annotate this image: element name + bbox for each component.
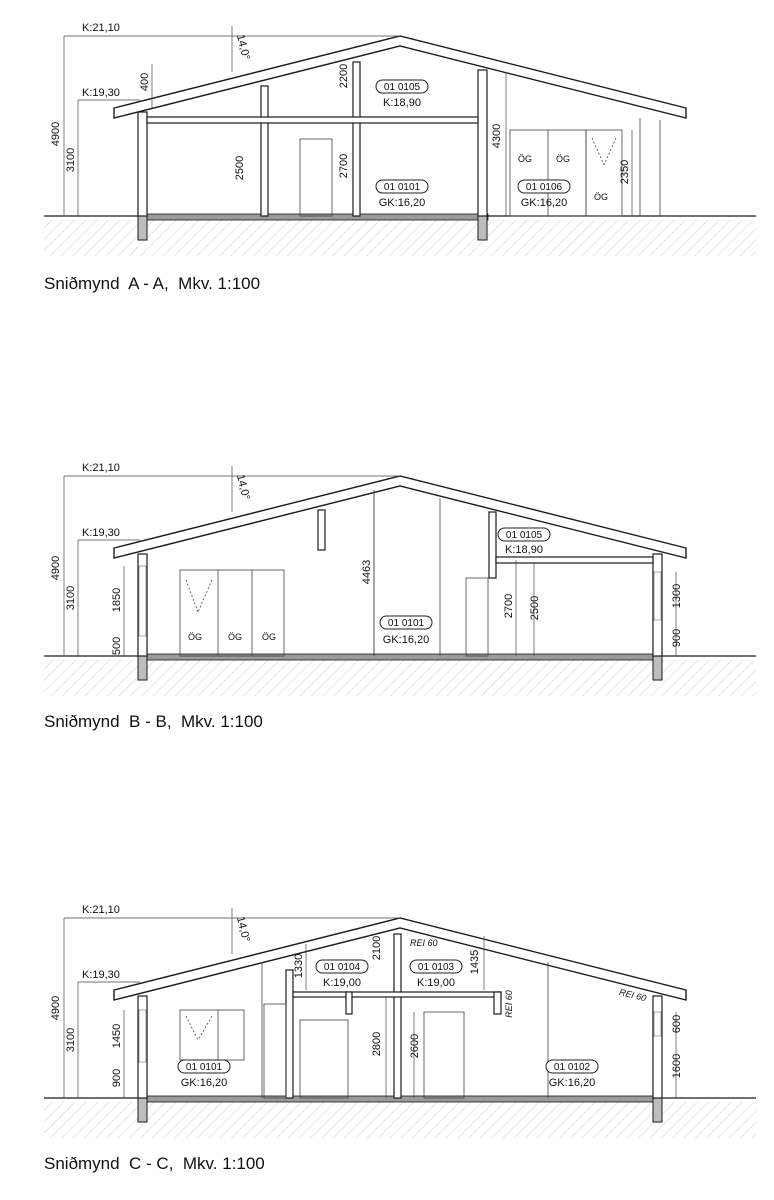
foundation-left: [138, 214, 147, 240]
room-level: GK:16,20: [378, 197, 426, 209]
dim-2700: 2700: [503, 593, 515, 619]
post: [318, 510, 325, 550]
dim-2500: 2500: [529, 595, 541, 621]
dim-eave: 3100: [65, 1027, 77, 1053]
dim-900: 900: [671, 628, 683, 648]
foundation-right: [478, 214, 487, 240]
opening-mark: [592, 138, 604, 165]
ground-hatch: [44, 1102, 756, 1138]
inner-wall: [286, 970, 293, 1098]
dim-900: 900: [111, 1068, 123, 1088]
glass-label: ÖG: [518, 154, 533, 164]
room-id: 01 0106: [525, 182, 563, 193]
room-id: 01 0101: [185, 1062, 223, 1073]
fire-rating: REI 60: [618, 986, 648, 1004]
room-level: GK:16,20: [520, 197, 568, 209]
dim-2350: 2350: [619, 159, 631, 185]
roof: [114, 476, 686, 558]
dim-1850: 1850: [111, 587, 123, 613]
opening-mark: [198, 580, 212, 612]
foundation-right: [653, 1096, 662, 1122]
door: [424, 1012, 464, 1098]
window-right: [654, 572, 661, 620]
post: [261, 86, 268, 216]
ceiling-beam: [147, 117, 478, 123]
dim-1330: 1330: [293, 953, 305, 979]
floor-slab: [138, 654, 662, 660]
level-top: K:21,10: [82, 462, 120, 474]
room-level: GK:16,20: [548, 1077, 596, 1089]
dim-2600: 2600: [409, 1033, 421, 1059]
dim-2800: 2800: [371, 1031, 383, 1057]
beam-drop: [346, 992, 352, 1014]
level-eave: K:19,30: [82, 969, 120, 981]
opening-mark: [186, 1016, 198, 1040]
window: [586, 130, 622, 216]
level-top: K:21,10: [82, 22, 120, 34]
opening-mark: [186, 580, 198, 612]
dim-400: 400: [139, 72, 151, 92]
window-group: [180, 570, 284, 656]
caption-section-c: Sniðmynd C - C, Mkv. 1:100: [44, 1154, 265, 1173]
roof-pitch: 14,0°: [233, 473, 252, 502]
dim-1600: 1600: [671, 1053, 683, 1079]
room-level: K:18,90: [505, 544, 543, 556]
post: [353, 62, 360, 216]
ground-hatch: [44, 660, 756, 696]
room-id: 01 0103: [417, 962, 455, 973]
dim-2700: 2700: [338, 153, 350, 179]
door: [466, 578, 488, 656]
ceiling-beam: [496, 557, 653, 563]
fire-rating: REI 60: [504, 990, 514, 1018]
room-level: GK:16,20: [180, 1077, 228, 1089]
foundation-left: [138, 1096, 147, 1122]
room-id: 01 0101: [387, 618, 425, 629]
beam-drop: [494, 992, 501, 1014]
dim-600: 600: [671, 1014, 683, 1034]
room-id: 01 0105: [383, 82, 421, 93]
wall-line: [264, 1004, 286, 1098]
dim-total: 4900: [50, 121, 62, 147]
dim-2200: 2200: [338, 63, 350, 89]
dim-1435: 1435: [469, 949, 481, 975]
section-b-b: [44, 462, 756, 696]
floor-slab: [138, 214, 488, 220]
ceiling-beam: [293, 992, 501, 997]
dim-4300: 4300: [491, 123, 503, 149]
dim-500: 500: [111, 636, 123, 656]
door: [300, 1020, 348, 1098]
opening-mark: [604, 138, 616, 165]
wall-left: [138, 112, 147, 216]
dim-2500: 2500: [234, 155, 246, 181]
post: [489, 512, 496, 578]
section-a-a: [44, 22, 756, 256]
glass-label: ÖG: [556, 154, 571, 164]
door: [300, 139, 332, 216]
roof-pitch: 14,0°: [233, 33, 252, 62]
dim-eave: 3100: [65, 147, 77, 173]
foundation-left: [138, 654, 147, 680]
window-right: [654, 1012, 661, 1036]
dim-2100: 2100: [371, 935, 383, 961]
ground-hatch: [44, 220, 756, 256]
level-eave: K:19,30: [82, 87, 120, 99]
dim-1300: 1300: [671, 583, 683, 609]
dim-1450: 1450: [111, 1023, 123, 1049]
glass-label: ÖG: [594, 192, 609, 202]
roof-pitch: 14,0°: [233, 915, 252, 944]
dim-4463: 4463: [361, 559, 373, 585]
room-id: 01 0102: [553, 1062, 591, 1073]
level-top: K:21,10: [82, 904, 120, 916]
caption-section-b: Sniðmynd B - B, Mkv. 1:100: [44, 712, 263, 731]
section-c-c: [44, 904, 756, 1138]
level-eave: K:19,30: [82, 527, 120, 539]
glass-label: ÖG: [188, 632, 203, 642]
room-level: GK:16,20: [382, 634, 430, 646]
room-level: K:19,00: [417, 977, 455, 989]
window-left: [139, 1010, 146, 1062]
foundation-right: [653, 654, 662, 680]
fire-rating: REI 60: [410, 938, 438, 948]
room-level: K:18,90: [383, 97, 421, 109]
dim-total: 4900: [50, 555, 62, 581]
window-left: [139, 566, 146, 636]
wall-center: [478, 70, 487, 216]
glass-label: ÖG: [228, 632, 243, 642]
window-group: [180, 1010, 244, 1060]
room-id: 01 0104: [323, 962, 361, 973]
dim-total: 4900: [50, 995, 62, 1021]
wall-right: [653, 996, 662, 1098]
opening-mark: [198, 1016, 212, 1040]
room-id: 01 0101: [383, 182, 421, 193]
glass-label: ÖG: [262, 632, 277, 642]
caption-section-a: Sniðmynd A - A, Mkv. 1:100: [44, 274, 261, 293]
inner-wall: [394, 934, 401, 1098]
room-level: K:19,00: [323, 977, 361, 989]
dim-eave: 3100: [65, 585, 77, 611]
room-id: 01 0105: [505, 530, 543, 541]
